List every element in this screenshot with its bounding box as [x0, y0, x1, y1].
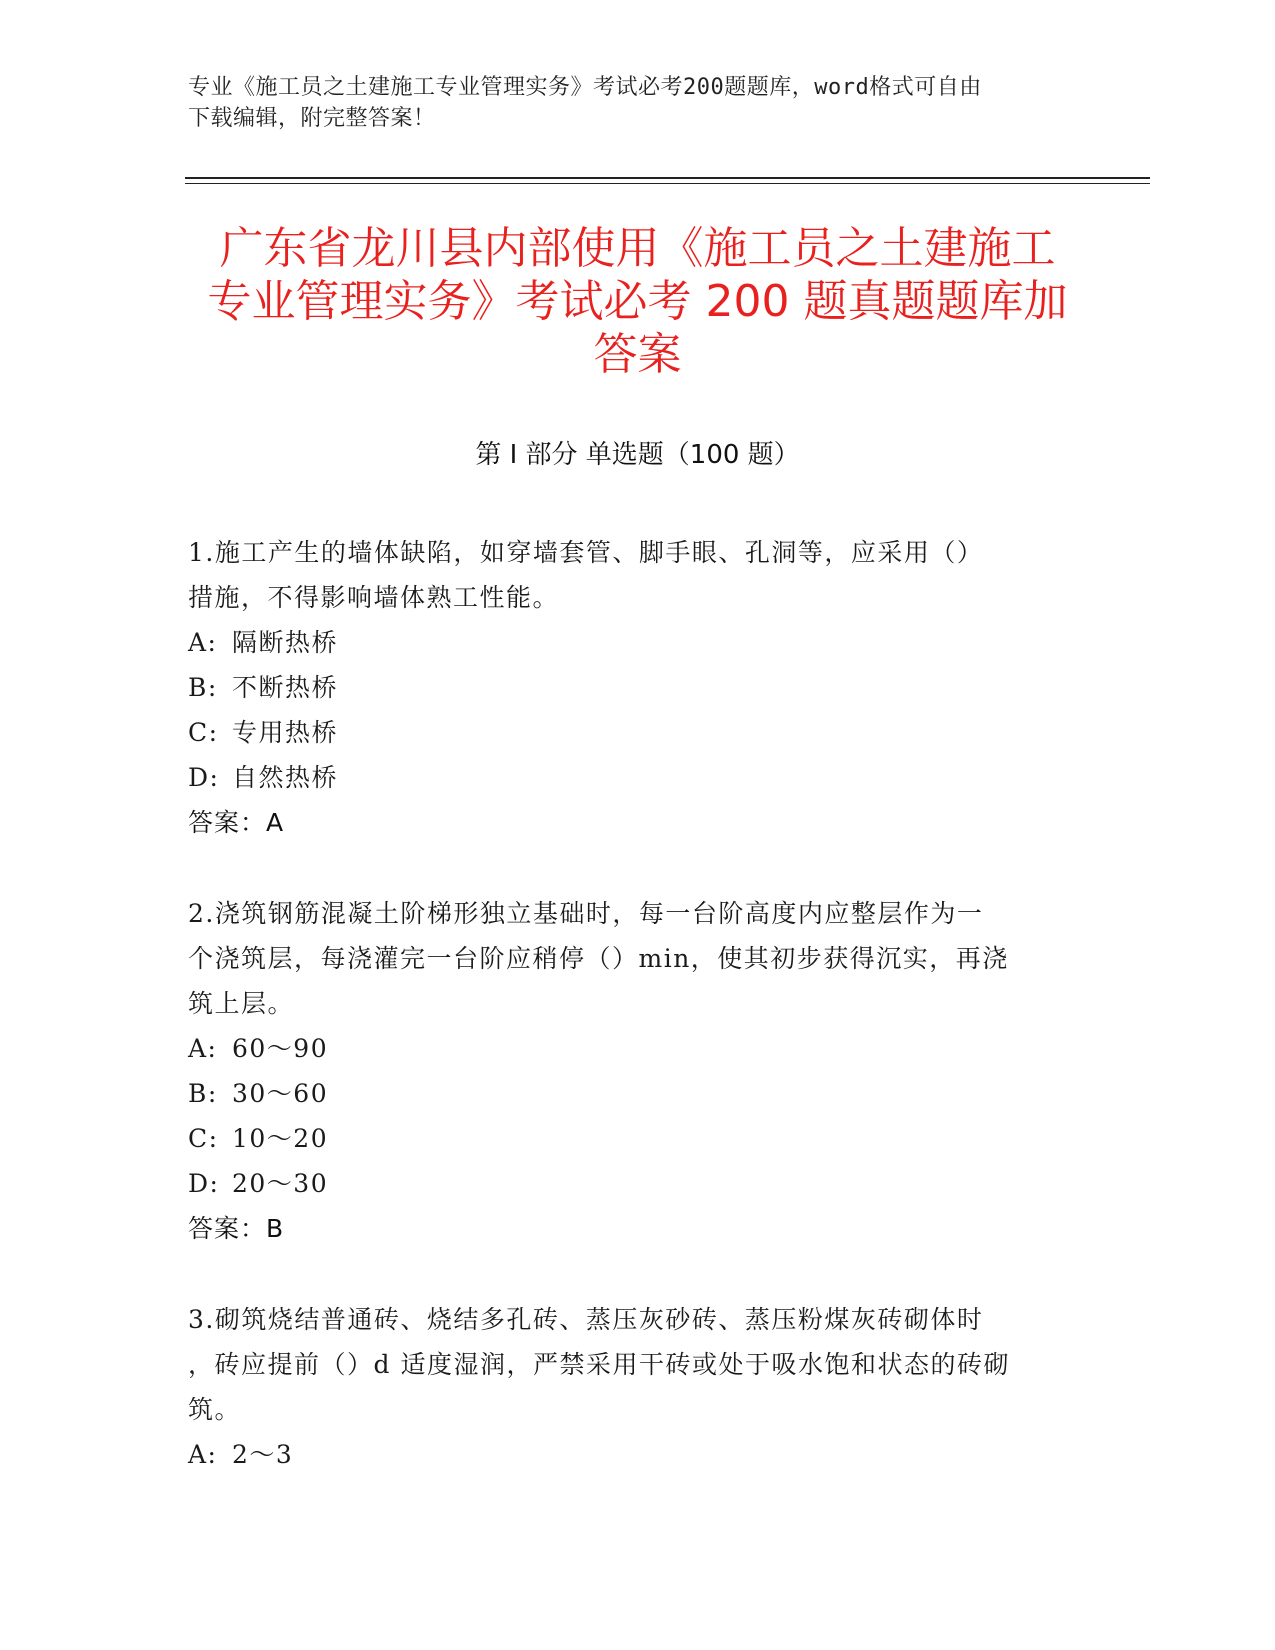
question-text-line: ，砖应提前（）d 适度湿润，严禁采用干砖或处于吸水饱和状态的砖砌: [188, 1350, 1010, 1379]
option-text: 10～20: [232, 1124, 329, 1153]
option-letter: B:: [188, 1079, 218, 1108]
header-divider-thin: [185, 183, 1150, 184]
option-text: 隔断热桥: [232, 628, 339, 657]
question-list: [188, 530, 1088, 1523]
answer-label: 答案：B: [188, 1214, 285, 1243]
option-d: [188, 1161, 1088, 1206]
option-d: [188, 755, 1088, 800]
header-divider-thick: [185, 177, 1150, 179]
option-letter: B:: [188, 673, 218, 702]
question-text-line: 措施，不得影响墙体熟工性能。: [188, 583, 560, 612]
question-1: [188, 530, 1088, 845]
option-letter: A:: [188, 1034, 218, 1063]
header-note-line: 下载编辑，附完整答案！: [188, 106, 436, 131]
question-text: [188, 530, 1088, 620]
question-3: [188, 1297, 1088, 1477]
option-c: [188, 1116, 1088, 1161]
option-b: [188, 665, 1088, 710]
title-line: 广东省龙川县内部使用《施工员之土建施工: [219, 223, 1056, 274]
question-text-line: 筑。: [188, 1395, 242, 1424]
question-text: [188, 1297, 1088, 1432]
option-letter: D:: [188, 763, 220, 792]
option-a: [188, 620, 1088, 665]
question-text-line: 筑上层。: [188, 989, 295, 1018]
option-b: [188, 1071, 1088, 1116]
question-2: [188, 891, 1088, 1251]
option-letter: C:: [188, 1124, 219, 1153]
option-a: [188, 1432, 1088, 1477]
option-text: 自然热桥: [232, 763, 339, 792]
title-line: 答案: [593, 329, 682, 380]
title-line: 专业管理实务》考试必考 200 题真题题库加: [207, 276, 1068, 327]
document-title: [170, 222, 1105, 381]
question-text: [188, 891, 1088, 1026]
option-letter: D:: [188, 1169, 220, 1198]
option-letter: A:: [188, 628, 218, 657]
answer-label: 答案：A: [188, 808, 285, 837]
section-heading: 第 I 部分 单选题（100 题）: [475, 440, 800, 470]
option-text: 2～3: [232, 1440, 294, 1469]
header-note-line: 专业《施工员之土建施工专业管理实务》考试必考200题题库，word格式可自由: [188, 75, 982, 100]
option-a: [188, 1026, 1088, 1071]
question-text-line: 2.浇筑钢筋混凝土阶梯形独立基础时，每一台阶高度内应整层作为一: [188, 899, 984, 928]
option-text: 专用热桥: [232, 718, 339, 747]
question-text-line: 1.施工产生的墙体缺陷，如穿墙套管、脚手眼、孔洞等，应采用（）: [188, 538, 984, 567]
option-letter: A:: [188, 1440, 218, 1469]
option-text: 30～60: [232, 1079, 329, 1108]
option-text: 60～90: [232, 1034, 329, 1063]
option-c: [188, 710, 1088, 755]
question-text-line: 3.砌筑烧结普通砖、烧结多孔砖、蒸压灰砂砖、蒸压粉煤灰砖砌体时: [188, 1305, 984, 1334]
option-letter: C:: [188, 718, 219, 747]
question-text-line: 个浇筑层，每浇灌完一台阶应稍停（）min，使其初步获得沉实，再浇: [188, 944, 1009, 973]
option-text: 不断热桥: [232, 673, 339, 702]
option-text: 20～30: [232, 1169, 329, 1198]
header-note: [188, 72, 1068, 134]
